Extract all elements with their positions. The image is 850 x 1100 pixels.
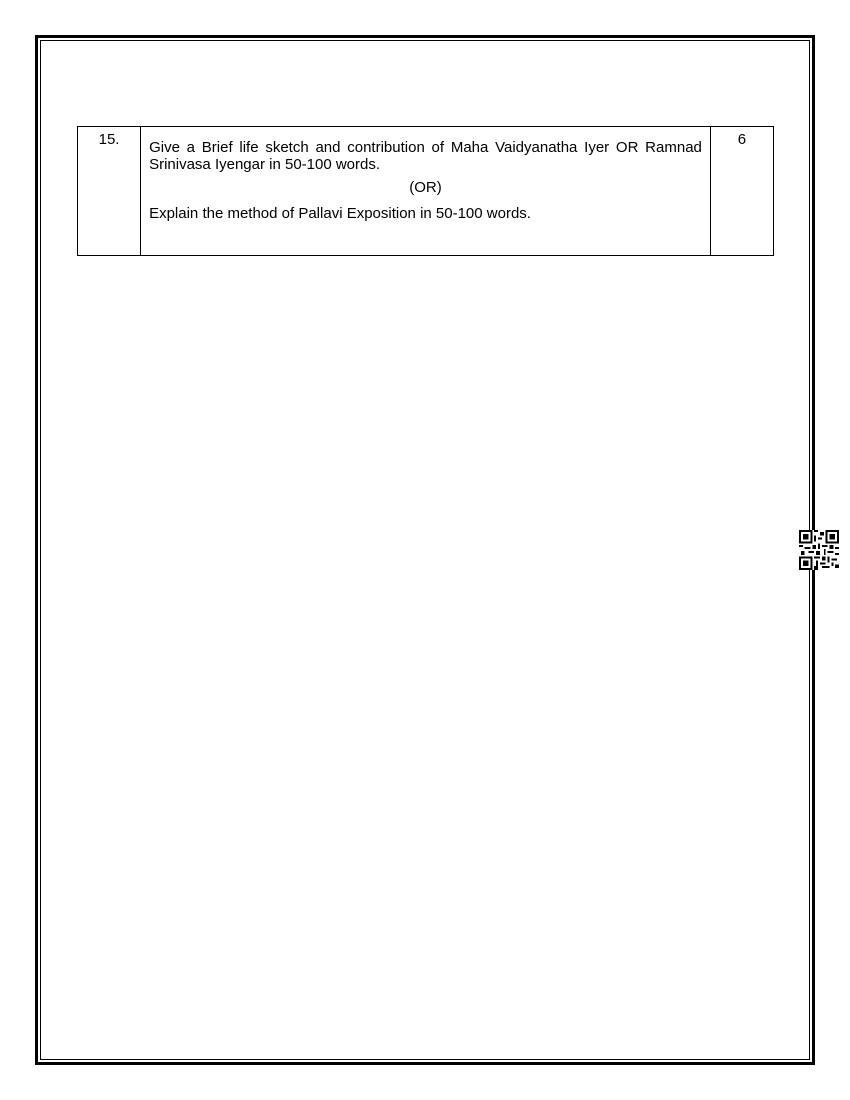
question-body: [141, 127, 711, 256]
question-number: 15.: [78, 127, 141, 256]
question-marks: 6: [710, 127, 773, 256]
question-table: [77, 126, 774, 256]
qr-code-icon: [798, 530, 840, 570]
question-text: Give a Brief life sketch and contribution of Maha Vaidyanatha Iyer OR Ramnad Srinivasa Iyengar in 50-100 words.: [149, 139, 702, 173]
alternative-question-text: Explain the method of Pallavi Exposition in 50-100 words.: [149, 205, 531, 222]
question-row: [78, 127, 774, 256]
or-label: (OR): [409, 179, 442, 196]
